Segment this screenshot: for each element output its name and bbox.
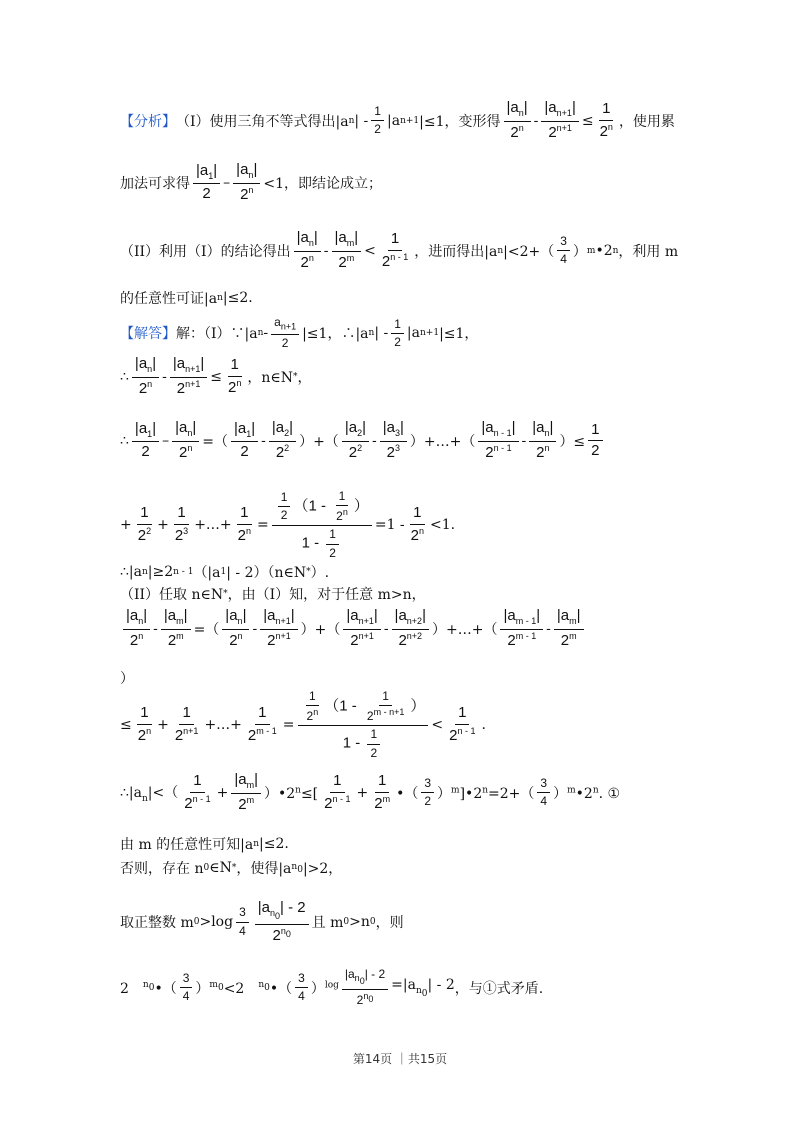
fraction: $\frac{|a_m|}{2^m}$ [161, 608, 191, 649]
analysis-text: •2 [595, 242, 613, 259]
fraction: $\frac{|a_{m - 1}|}{2^{m - 1}}$ [500, 608, 543, 649]
solution-text: ∴|a [120, 564, 142, 580]
fraction: $\frac{1}{2^3}$ [174, 504, 189, 544]
fraction: $\frac{|a_{n+1}|}{2^{n+1}}$ [260, 608, 297, 649]
fraction: $\frac{|a_m|}{2^m}$ [231, 772, 261, 813]
solution-text: |a [406, 325, 420, 342]
solution-text: |≥2 [147, 564, 174, 580]
solution-line-13: 2 $^{n_0}$•（ $\frac{3}{4}$ ）$^{m_0}$<2 $^{n_0}$•（ $\frac{3}{4}$ ）$^{log}$ $\frac{|a_{n_0}| - 2}{2^{n_0}}$ $=|a_{n_0}| - 2$ ，与①式矛盾. [120, 967, 544, 1008]
analysis-text: |≤1，变形得 [419, 113, 501, 130]
fraction: $\frac{1}{2}$ [391, 318, 404, 349]
analysis-label: 【分析】 [120, 113, 176, 130]
analysis-text: （I）使用三角不等式得出|a [176, 113, 349, 130]
solution-line-12: 取正整数 m 0 >log $\frac{3}{4}$ $\frac{|a_{n_0}| - 2}{2^{n_0}}$ 且 m 0 >n 0 ，则 [120, 899, 404, 944]
fraction: $\frac{1}{2^n}$ （1 - $\frac{1}{2^{m - n+1}}$ ） 1 - $\frac{1}{2}$ [298, 690, 429, 760]
fraction: $\frac{|a_1|}{2}$ [231, 421, 258, 461]
solution-line-10: 由 m 的任意性可知|a n |≤2. [120, 836, 289, 853]
solution-line-8: ≤ $\frac{1}{2^n}$ + $\frac{1}{2^{n+1}}$ +…+ $\frac{1}{2^{m - 1}}$ = $\frac{1}{2^n}$ （1 - $\frac{1}{2^{m - n+1}}$ ） 1 - $\frac{1}{2}$ < $\frac{1}{2^{n - 1}}$ . [120, 689, 486, 760]
solution-line-9: $\therefore|a_n|<$（ $\frac{1}{2^{n - 1}}$ + $\frac{|a_m|}{2^m}$ ）$•2^n\le$[ $\frac{1}{2^{n - 1}}$ + $\frac{1}{2^m}$ •（ $\frac{3}{2}$ ）$^m]•2^n=2+$（ $\frac{3}{4}$ ）$^m$•2$^n$. ① [120, 771, 621, 813]
fraction: $\frac{|a_{n+1}|}{2^{n+1}}$ [343, 608, 380, 649]
fraction: $\frac{|a_3|}{2^3}$ [380, 420, 407, 461]
solution-text: 由 m 的任意性可知|a [120, 837, 254, 853]
solution-line-7: $\frac{|a_n|}{2^n}$ - $\frac{|a_m|}{2^m}$ =（ $\frac{|a_n|}{2^n}$ - $\frac{|a_{n+1}|}{2^{n+1}}$ ）+（ $\frac{|a_{n+1}|}{2^{n+1}}$ - $\frac{|a_{n+2}|}{2^{n+2}}$ ）+…+（ $\frac{|a_{m - 1}|}{2^{m - 1}}$ - $\frac{|a_m|}{2^m}$ [120, 608, 690, 649]
fraction: $\frac{3}{2}$ [421, 777, 434, 808]
fraction: $\frac{3}{4}$ [557, 235, 570, 266]
solution-line-11: 否则，存在 n 0 ∈N * ，使得|a $n_0$ |>2， [120, 860, 343, 877]
solution-text: >n [349, 914, 370, 931]
fraction: $\frac{|a_{n+1}|}{2^{n+1}}$ [541, 100, 578, 141]
solution-text: ，与①式矛盾. [454, 980, 544, 997]
fraction: $\frac{|a_{n_0}| - 2}{2^{n_0}}$ [342, 968, 388, 1007]
fraction: $\frac{|a_n|}{2^n}$ [529, 420, 556, 461]
fraction: $\frac{|a_n|}{2^n}$ [222, 608, 249, 649]
fraction: $\frac{|a_n|}{2^n}$ [504, 100, 531, 141]
solution-text: | - 2）（n∈N [226, 565, 307, 581]
solution-text: ，则 [375, 915, 404, 932]
solution-line-4: + $\frac{1}{2^2}$ + $\frac{1}{2^3}$ +…+ $\frac{1}{2^n}$ = $\frac{1}{2}$ （1 - $\frac{1}{2^n}$ ） 1 - $\frac{1}{2}$ =1 - $\frac{1}{2^n}$ <1. [120, 489, 456, 560]
fraction: $\frac{3}{4}$ [295, 972, 308, 1003]
solution-text: | - [374, 325, 389, 342]
fraction: $\frac{|a_n|}{2^n}$ [172, 420, 199, 461]
analysis-line-1: 【分析】 （I）使用三角不等式得出|a n | - $\frac{1}{2}$ |a n+1 |≤1，变形得 $\frac{|a_n|}{2^n}$ - $\frac{|a_{n+1}|}{2^{n+1}}$ ≤ $\frac{1}{2^n}$ ，使用累 [120, 99, 675, 141]
fraction: $\frac{|a_{n+2}|}{2^{n+2}}$ [392, 608, 429, 649]
solution-line-3: ∴ $\frac{|a_1|}{2}$ – $\frac{|a_n|}{2^n}$ =（ $\frac{|a_1|}{2}$ - $\frac{|a_2|}{2^2}$ ）+（ $\frac{|a_2|}{2^2}$ - $\frac{|a_3|}{2^3}$ ）+…+（ $\frac{|a_{n - 1}|}{2^{n - 1}}$ - $\frac{|a_n|}{2^n}$ ）≤ $\frac{1}{2}$ [120, 420, 690, 461]
solution-line-7b: ） [120, 671, 134, 687]
analysis-text: |<2+（ [503, 243, 555, 260]
fraction: $\frac{3}{4}$ [180, 972, 193, 1003]
fraction: $\frac{1}{2^n}$ [410, 504, 425, 544]
fraction: $\frac{a_{n+1}}{2}$ [271, 316, 299, 350]
analysis-text: 的任意性可证|a [120, 291, 218, 307]
solution-text: ∈N [209, 860, 232, 876]
solution-text: ，由（I）知，对于任意 m>n， [227, 587, 426, 603]
fraction: $\frac{1}{2^{n+1}}$ [174, 704, 199, 744]
analysis-text: ，进而得出|a [414, 243, 498, 260]
fraction: $\frac{1}{2^{n - 1}}$ [324, 772, 351, 812]
analysis-text: <1，即结论成立； [263, 175, 382, 192]
analysis-line-4: 的任意性可证|a n |≤2. [120, 290, 253, 307]
fraction: $\frac{|a_n|}{2^n}$ [132, 356, 159, 397]
fraction: $\frac{|a_n|}{2^n}$ [123, 608, 150, 649]
solution-line-1: 【解答】 解：（I）∵|a n - $\frac{a_{n+1}}{2}$ |≤1，∴|a n | - $\frac{1}{2}$ |a n+1 |≤1， [120, 315, 479, 351]
analysis-text: | - [354, 112, 369, 129]
fraction: $\frac{|a_2|}{2^2}$ [342, 420, 369, 461]
solution-text: ）. [310, 565, 330, 581]
solution-text: 取正整数 m [120, 915, 194, 932]
fraction: $\frac{1}{2^n}$ [228, 356, 242, 396]
fraction: $\frac{1}{2^n}$ [137, 704, 152, 744]
analysis-text: ，使用累 [618, 113, 675, 130]
solution-text: ，n∈N [247, 369, 293, 386]
fraction: $\frac{1}{2^{m - 1}}$ [247, 704, 277, 744]
fraction: $\frac{|a_1|}{2}$ [132, 421, 159, 461]
solution-label: 【解答】 [120, 326, 176, 343]
analysis-line-2: 加法可求得 $\frac{|a_1|}{2}$ – $\frac{|a_n|}{2^n}$ <1，即结论成立； [120, 161, 382, 203]
fraction: $\frac{|a_n|}{2^n}$ [233, 162, 260, 203]
solution-text: 解：（I）∵|a [176, 326, 258, 343]
solution-line-2: ∴ $\frac{|a_n|}{2^n}$ - $\frac{|a_{n+1}|}{2^{n+1}}$ ≤ $\frac{1}{2^n}$ ，n∈N * ， [120, 355, 312, 397]
fraction: $\frac{3}{4}$ [236, 906, 249, 937]
fraction: $\frac{1}{2}$ （1 - $\frac{1}{2^n}$ ） 1 - $\frac{1}{2}$ [272, 490, 372, 560]
fraction: $\frac{|a_m|}{2^m}$ [332, 230, 362, 271]
solution-text: |≤1，∴|a [302, 326, 369, 343]
solution-text: 且 m [311, 915, 344, 932]
solution-text: |>2， [302, 861, 343, 877]
fraction: $\frac{1}{2}$ [588, 422, 602, 460]
fraction: $\frac{1}{2^n}$ [599, 100, 613, 140]
solution-text: （II）任取 n∈N [120, 587, 224, 603]
fraction: $\frac{1}{2^{n - 1}}$ [381, 230, 409, 270]
analysis-text: （II）利用（I）的结论得出 [120, 243, 291, 260]
analysis-text: 加法可求得 [120, 175, 190, 192]
fraction: $\frac{1}{2^{n - 1}}$ [449, 704, 476, 744]
fraction: $\frac{1}{2^{n - 1}}$ [184, 772, 211, 812]
fraction: $\frac{1}{2^2}$ [137, 504, 152, 544]
solution-line-5: ∴|a n |≥2 n - 1 （|a 1 | - 2）（n∈N * ）. [120, 564, 330, 581]
fraction: $\frac{|a_{n+1}|}{2^{n+1}}$ [170, 356, 207, 397]
fraction: $\frac{1}{2^m}$ [374, 772, 391, 812]
fraction: $\frac{|a_{n - 1}|}{2^{n - 1}}$ [478, 420, 518, 461]
analysis-text: |a [386, 112, 401, 129]
solution-text: 否则，存在 n [120, 861, 204, 877]
solution-text: ，使得|a [236, 861, 292, 877]
page-footer: 第14页 ｜共15页 [352, 1052, 448, 1066]
fraction: $\frac{1}{2}$ [371, 105, 384, 136]
fraction: $\frac{3}{4}$ [537, 777, 550, 808]
fraction: $\frac{|a_2|}{2^2}$ [269, 420, 296, 461]
analysis-text: ，利用 m [618, 243, 679, 260]
solution-line-6: （II）任取 n∈N * ，由（I）知，对于任意 m>n， [120, 584, 690, 604]
analysis-line-3: （II）利用（I）的结论得出 $\frac{|a_n|}{2^n}$ - $\frac{|a_m|}{2^m}$ < $\frac{1}{2^{n - 1}}$ ，进而得出|a n |<2+（ $\frac{3}{4}$ ） m •2 n ，利用 m [120, 229, 679, 271]
fraction: $\frac{|a_1|}{2}$ [193, 163, 220, 203]
analysis-text: ） [572, 243, 587, 260]
solution-text: （|a [193, 565, 221, 581]
fraction: $\frac{1}{2^n}$ [237, 504, 252, 544]
solution-text: >log [199, 914, 234, 931]
fraction: $\frac{|a_m|}{2^m}$ [554, 608, 584, 649]
fraction: $\frac{|a_n|}{2^n}$ [294, 230, 321, 271]
solution-text: |≤1， [439, 326, 479, 343]
fraction: $\frac{|a_{n_0}| - 2}{2^{n_0}}$ [255, 900, 309, 944]
